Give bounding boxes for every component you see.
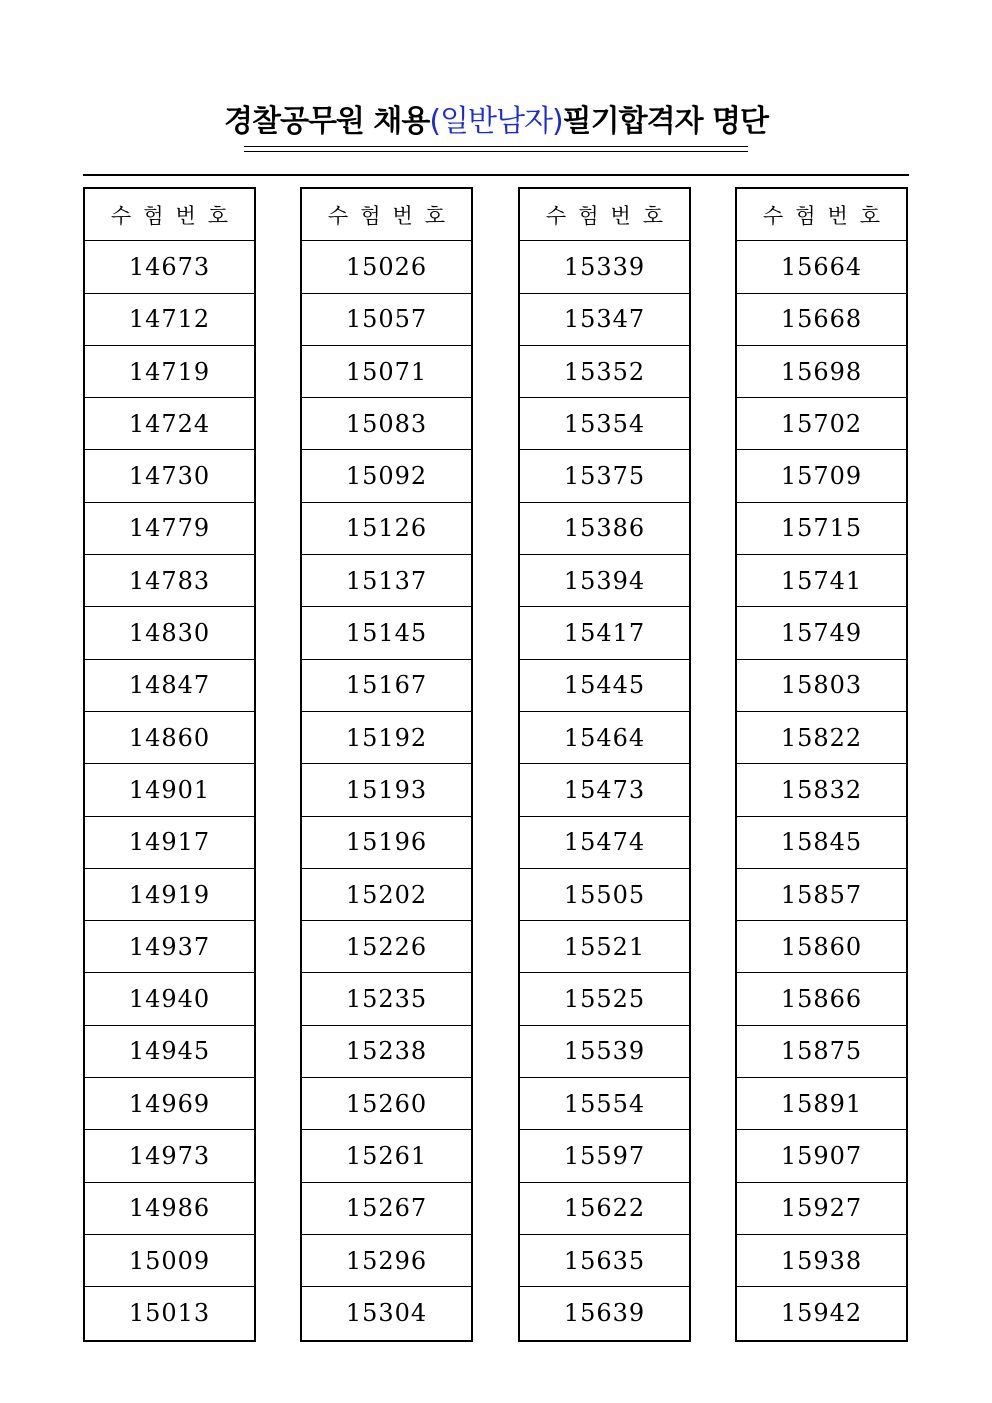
exam-number-cell: 15260	[302, 1078, 471, 1130]
exam-number-cell: 15192	[302, 712, 471, 764]
exam-number-cell: 15026	[302, 241, 471, 293]
exam-number-cell: 15196	[302, 817, 471, 869]
exam-number-cell: 15907	[737, 1130, 906, 1182]
column-header: 수험번호	[520, 189, 689, 241]
exam-number-cell: 15938	[737, 1235, 906, 1287]
exam-number-cell: 15261	[302, 1130, 471, 1182]
exam-number-cell: 15238	[302, 1026, 471, 1078]
exam-number-cell: 15445	[520, 660, 689, 712]
exam-number-cell: 15803	[737, 660, 906, 712]
exam-number-cell: 14917	[85, 817, 254, 869]
number-column-4	[735, 187, 908, 1342]
exam-number-cell: 15473	[520, 764, 689, 816]
exam-number-cell: 15857	[737, 869, 906, 921]
exam-number-cell: 14719	[85, 346, 254, 398]
exam-number-cell: 15167	[302, 660, 471, 712]
exam-number-cell: 15622	[520, 1183, 689, 1235]
exam-number-cell: 15554	[520, 1078, 689, 1130]
exam-number-cell: 15942	[780, 1299, 863, 1328]
exam-number-cell: 15822	[737, 712, 906, 764]
exam-number-cell: 15071	[302, 346, 471, 398]
exam-number-cell: 15394	[520, 555, 689, 607]
exam-number-cell: 15267	[302, 1183, 471, 1235]
exam-number-cell: 14712	[85, 294, 254, 346]
exam-number-cell: 15339	[520, 241, 689, 293]
exam-number-cell: 15525	[520, 973, 689, 1025]
exam-number-cell: 15126	[302, 503, 471, 555]
exam-number-cell: 14830	[85, 607, 254, 659]
exam-number-cell: 15860	[737, 921, 906, 973]
exam-number-cell: 15296	[302, 1235, 471, 1287]
exam-number-cell: 14724	[85, 398, 254, 450]
exam-number-cell: 14901	[85, 764, 254, 816]
exam-number-cell: 15749	[737, 607, 906, 659]
page-title	[0, 100, 992, 144]
exam-number-cell: 15057	[302, 294, 471, 346]
title-accent: (일반남자)	[429, 104, 563, 139]
exam-number-cell: 15202	[302, 869, 471, 921]
number-column-3	[518, 187, 691, 1342]
exam-number-cell: 14673	[85, 241, 254, 293]
exam-number-cell: 15352	[520, 346, 689, 398]
exam-number-cell: 14847	[85, 660, 254, 712]
exam-number-cell: 15709	[737, 450, 906, 502]
exam-number-cell: 15474	[520, 817, 689, 869]
exam-number-cell: 15664	[737, 241, 906, 293]
exam-number-cell: 15386	[520, 503, 689, 555]
exam-number-cell: 15226	[302, 921, 471, 973]
exam-number-cell: 15927	[737, 1183, 906, 1235]
exam-number-cell: 15597	[520, 1130, 689, 1182]
exam-number-cell: 14940	[85, 973, 254, 1025]
exam-number-cell: 14986	[85, 1183, 254, 1235]
exam-number-cell: 15715	[737, 503, 906, 555]
exam-number-cell: 14937	[85, 921, 254, 973]
exam-number-cell: 15891	[737, 1078, 906, 1130]
title-suffix: 필기합격자 명단	[562, 104, 768, 139]
exam-number-cell: 15083	[302, 398, 471, 450]
exam-number-cell: 15668	[737, 294, 906, 346]
exam-number-cell: 15304	[345, 1299, 428, 1328]
exam-number-cell: 15832	[737, 764, 906, 816]
exam-number-cell: 15505	[520, 869, 689, 921]
exam-number-cell: 14945	[85, 1026, 254, 1078]
exam-number-cell: 15137	[302, 555, 471, 607]
number-column-1	[83, 187, 256, 1342]
exam-number-cell: 15417	[520, 607, 689, 659]
exam-number-cell: 14730	[85, 450, 254, 502]
exam-number-cell: 15866	[737, 973, 906, 1025]
horizontal-divider	[83, 174, 909, 176]
exam-number-cell: 15539	[520, 1026, 689, 1078]
exam-number-cell: 15235	[302, 973, 471, 1025]
exam-number-cell: 14969	[85, 1078, 254, 1130]
exam-number-cell: 15845	[737, 817, 906, 869]
exam-number-cell: 15145	[302, 607, 471, 659]
exam-number-cell: 15875	[737, 1026, 906, 1078]
exam-number-cell: 15702	[737, 398, 906, 450]
title-double-underline	[244, 146, 748, 152]
exam-number-cell: 14860	[85, 712, 254, 764]
exam-number-cell: 15521	[520, 921, 689, 973]
exam-number-cell: 14973	[85, 1130, 254, 1182]
exam-number-cell: 15354	[520, 398, 689, 450]
exam-number-cell: 15347	[520, 294, 689, 346]
exam-number-cell: 14919	[85, 869, 254, 921]
exam-number-cell: 15741	[737, 555, 906, 607]
exam-number-cell: 15092	[302, 450, 471, 502]
exam-number-cell: 14783	[85, 555, 254, 607]
exam-number-cell: 15464	[520, 712, 689, 764]
exam-number-cell: 15013	[128, 1299, 211, 1328]
exam-number-cell: 15009	[85, 1235, 254, 1287]
column-header: 수험번호	[302, 189, 471, 241]
exam-number-cell: 15698	[737, 346, 906, 398]
column-header: 수험번호	[737, 189, 906, 241]
exam-number-cell: 15635	[520, 1235, 689, 1287]
exam-number-cell: 15193	[302, 764, 471, 816]
number-column-2	[300, 187, 473, 1342]
column-header: 수험번호	[85, 189, 254, 241]
exam-number-cell: 15639	[563, 1299, 646, 1328]
title-prefix: 경찰공무원 채용	[224, 104, 430, 139]
exam-number-cell: 15375	[520, 450, 689, 502]
exam-number-cell: 14779	[85, 503, 254, 555]
